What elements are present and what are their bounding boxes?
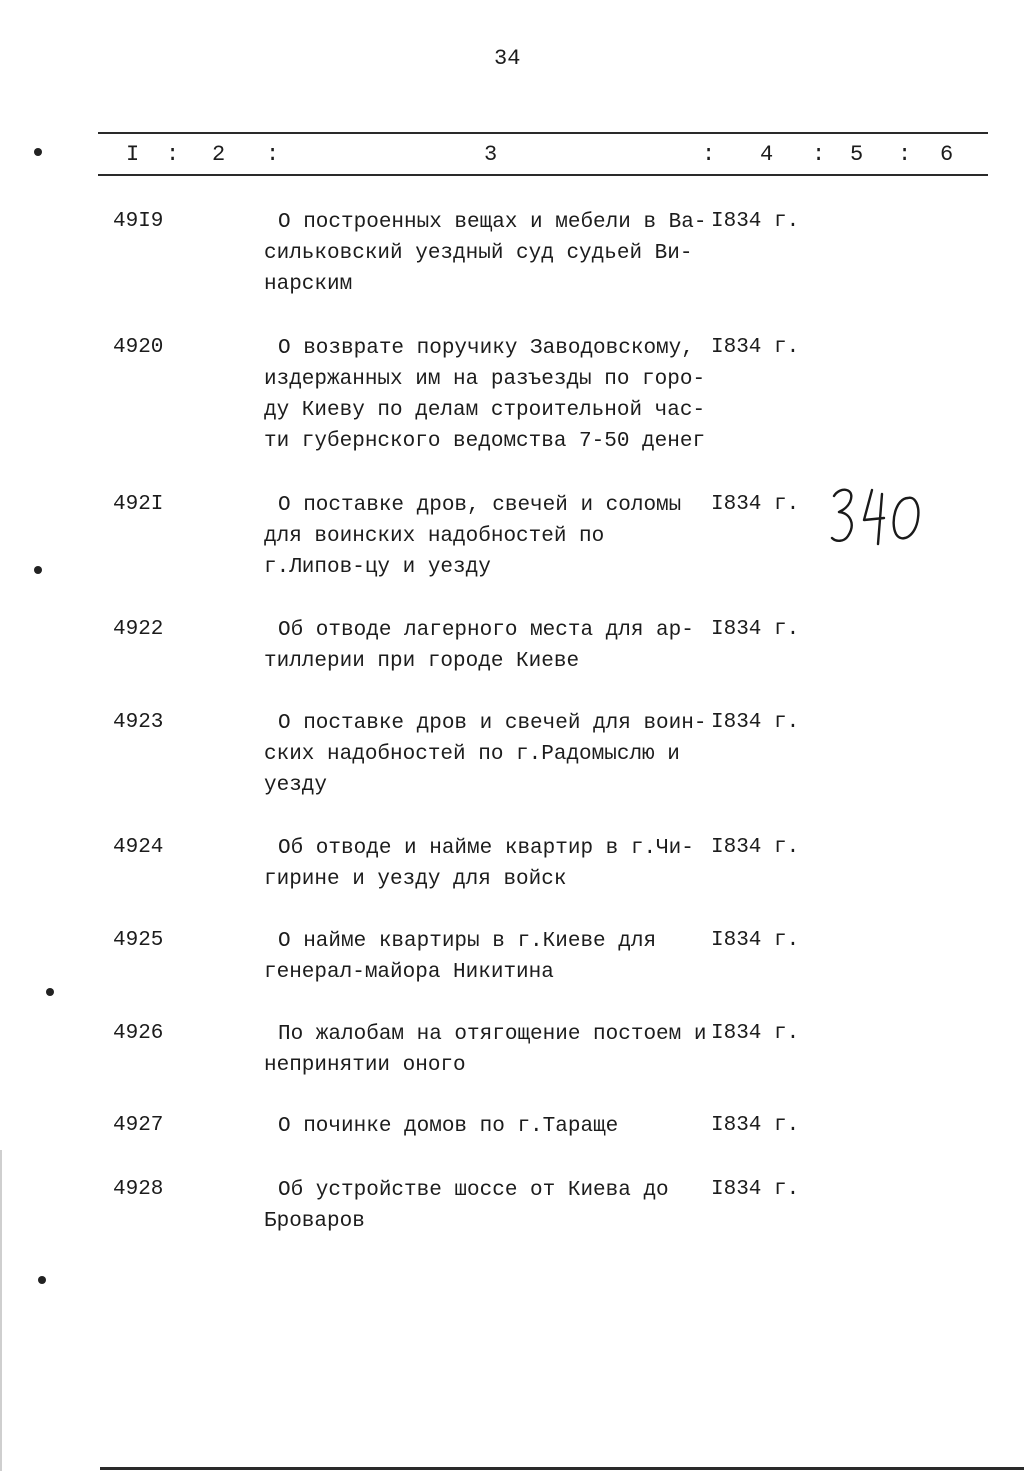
case-year: I834 г. [711, 493, 800, 516]
table-header-rule [98, 174, 988, 176]
case-number: 4920 [113, 336, 164, 359]
case-title: О найме квартиры в г.Киеве для генерал-майора Никитина [264, 930, 657, 984]
case-title: По жалобам на отягощение постоем и непринятии оного [264, 1023, 707, 1077]
punch-hole [46, 988, 54, 996]
header-separator: : [898, 142, 912, 167]
table-top-rule [98, 132, 988, 134]
case-year: I834 г. [711, 836, 800, 859]
header-separator: : [266, 142, 280, 167]
case-number: 49I9 [113, 210, 164, 233]
case-year: I834 г. [711, 336, 800, 359]
punch-hole [34, 566, 42, 574]
case-title: О починке домов по г.Таращe [278, 1115, 619, 1138]
case-number: 4924 [113, 836, 164, 859]
header-col-3: 3 [484, 142, 498, 167]
case-title: Об отводе и найме квартир в г.Чи-гирине и уезду для войск [264, 837, 694, 891]
case-year: I834 г. [711, 929, 800, 952]
case-title: О поставке дров, свечей и соломы для воинских надобностей по г.Липов-цу и уезду [264, 494, 682, 579]
header-col-2: 2 [212, 142, 226, 167]
header-col-4: 4 [760, 142, 774, 167]
header-separator: : [702, 142, 716, 167]
header-col-5: 5 [850, 142, 864, 167]
case-number: 4927 [113, 1114, 164, 1137]
case-number: 4928 [113, 1178, 164, 1201]
header-col-1: I [126, 142, 140, 167]
case-title: Об устройстве шоссе от Киева до Броваров [264, 1179, 669, 1233]
header-separator: : [166, 142, 180, 167]
case-number: 4922 [113, 618, 164, 641]
case-year: I834 г. [711, 711, 800, 734]
header-col-6: 6 [940, 142, 954, 167]
case-year: I834 г. [711, 210, 800, 233]
case-year: I834 г. [711, 1178, 800, 1201]
handwritten-number-svg [826, 480, 926, 552]
case-year: I834 г. [711, 1022, 800, 1045]
case-number: 4923 [113, 711, 164, 734]
case-number: 492I [113, 493, 164, 516]
case-number: 4925 [113, 929, 164, 952]
handwritten-page-annotation [826, 480, 926, 552]
scan-edge [0, 1150, 2, 1471]
punch-hole [38, 1276, 46, 1284]
case-title: О поставке дров и свечей для воин-ских надобностей по г.Радомыслю и уезду [264, 712, 707, 797]
header-separator: : [812, 142, 826, 167]
punch-hole [34, 148, 42, 156]
page-bottom-edge [100, 1467, 1024, 1470]
case-title: О возврате поручику Заводовскому, издержанных им на разъезды по горо-ду Киеву по делам строительной час-ти губернского ведомства 7-50 денег [264, 337, 706, 453]
case-year: I834 г. [711, 1114, 800, 1137]
case-title: О построенных вещах и мебели в Ва-сильковский уездный суд судьей Ви-нарским [264, 211, 707, 296]
page-number: 34 [494, 46, 521, 71]
case-number: 4926 [113, 1022, 164, 1045]
case-title: Об отводе лагерного места для ар-тиллерии при городе Киеве [264, 619, 694, 673]
case-year: I834 г. [711, 618, 800, 641]
